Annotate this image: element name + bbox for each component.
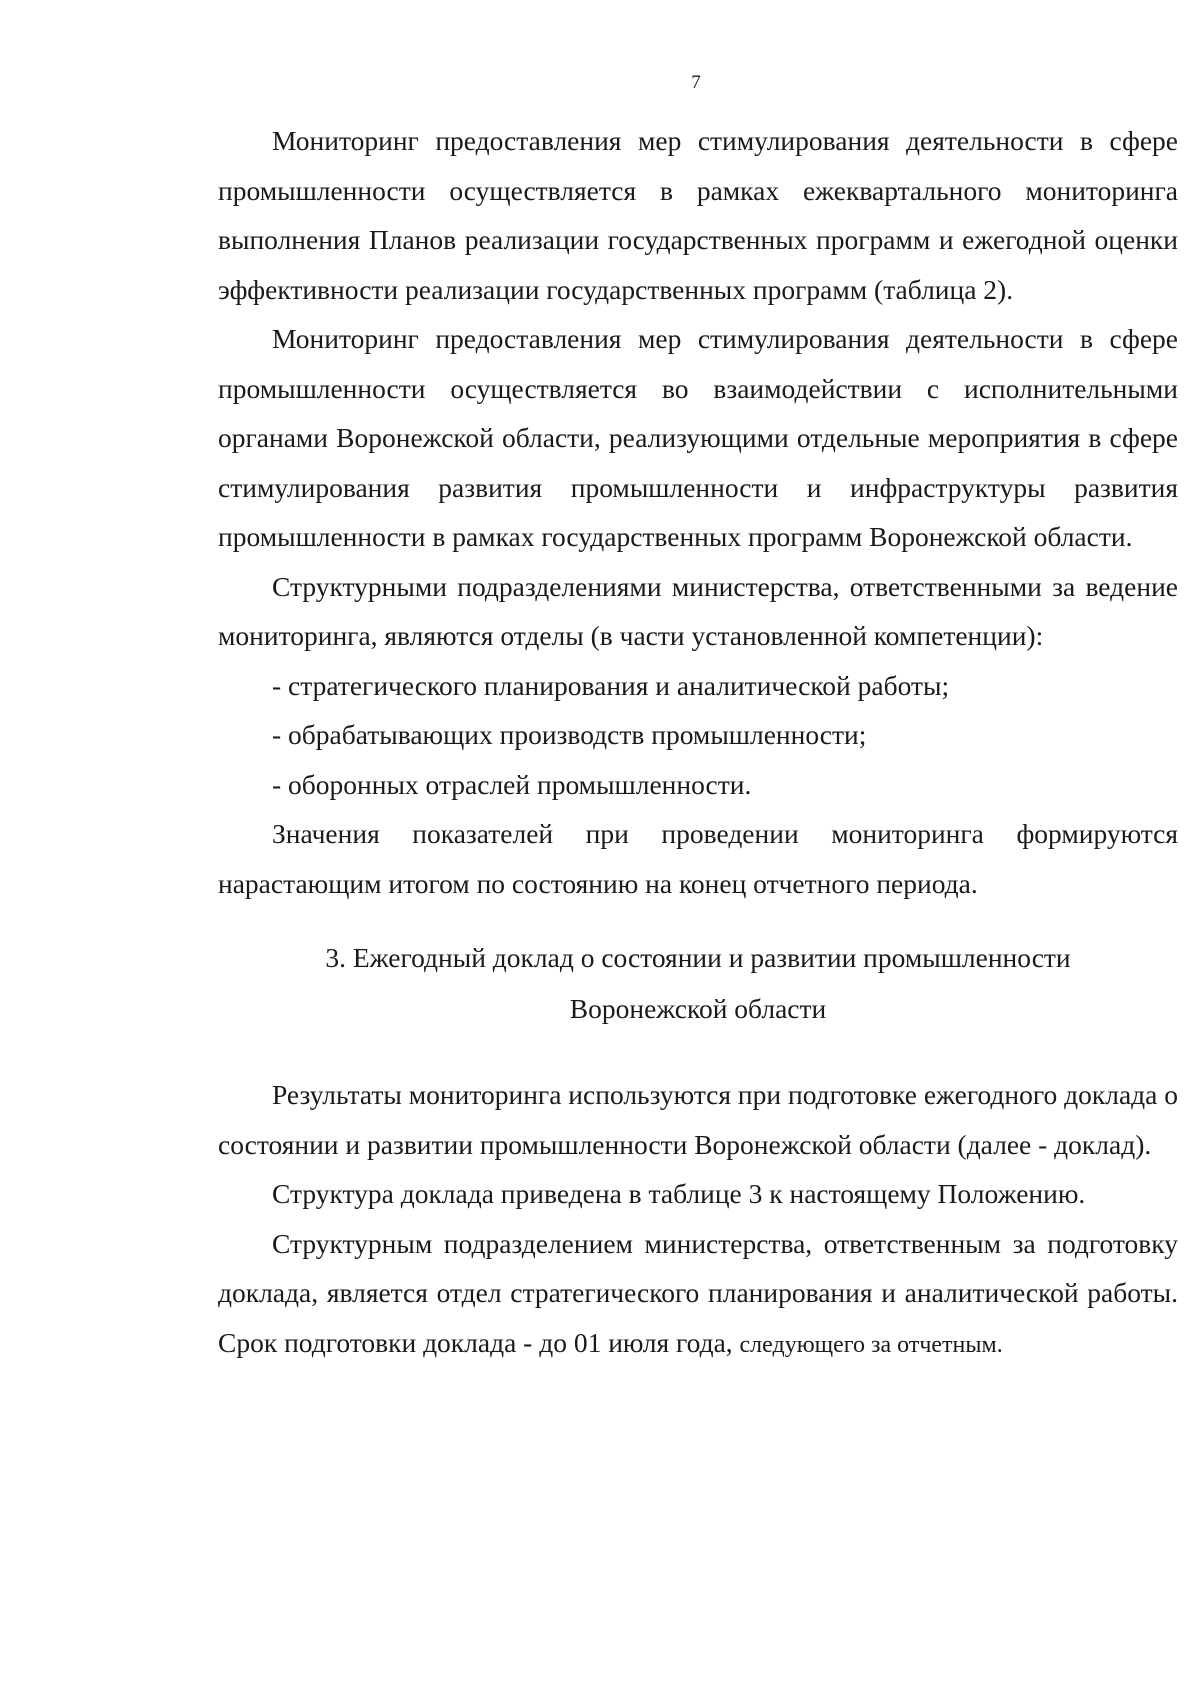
section-heading-line-2: Воронежской области (569, 993, 827, 1024)
paragraph-report-structure: Структура доклада приведена в таблице 3 к настоящему Положению. (272, 1178, 1086, 1209)
paragraph-responsible-departments: Структурными подразделениями министерства, ответственными за ведение мониторинга, являются отделы (в части установленной компетенции): (218, 570, 1178, 651)
section-heading-line-1: 3. Ежегодный доклад о состоянии и развитии промышленности (325, 942, 1071, 973)
paragraph-indicator-values: Значения показателей при проведении мониторинга формируются нарастающим итогом по состоянию на конец отчетного периода. (218, 818, 1178, 899)
list-item: - оборонных отраслей промышленности. (272, 768, 752, 800)
paragraph-results-usage: Результаты мониторинга используются при подготовке ежегодного доклада о состоянии и развитии промышленности Воронежской области (далее - доклад). (218, 1079, 1178, 1160)
page-number: 7 (691, 72, 701, 93)
section-heading (218, 932, 1178, 1034)
paragraph-report-responsibility (218, 1219, 1178, 1371)
list-item: - стратегического планирования и аналитической работы; (272, 669, 950, 701)
list-item: - обрабатывающих производств промышленности; (272, 719, 867, 750)
departments-list (218, 661, 1178, 810)
paragraph-monitoring-quarterly: Мониторинг предоставления мер стимулирования деятельности в сфере промышленности осуществляется в рамках ежеквартального мониторинга выполнения Планов реализации государственных программ и ежегодной оценки эффективности реализации государственных программ (таблица 2). (218, 125, 1178, 305)
section-3-body (218, 1070, 1178, 1370)
document-body (218, 116, 1178, 1370)
paragraph-report-responsibility-tail: следующего за отчетным. (739, 1331, 1003, 1358)
paragraph-monitoring-interaction: Мониторинг предоставления мер стимулирования деятельности в сфере промышленности осуществляется во взаимодействии с исполнительными органами Воронежской области, реализующими отдельные мероприятия в сфере стимулирования развития промышленности и инфраструктуры развития промышленности в рамках государственных программ Воронежской области. (218, 323, 1178, 552)
paragraph-report-responsibility-main: Структурным подразделением министерства, ответственным за подготовку доклада, является отдел стратегического планирования и аналитической работы. Срок подготовки доклада - до 01 июля года, (218, 1227, 1178, 1358)
